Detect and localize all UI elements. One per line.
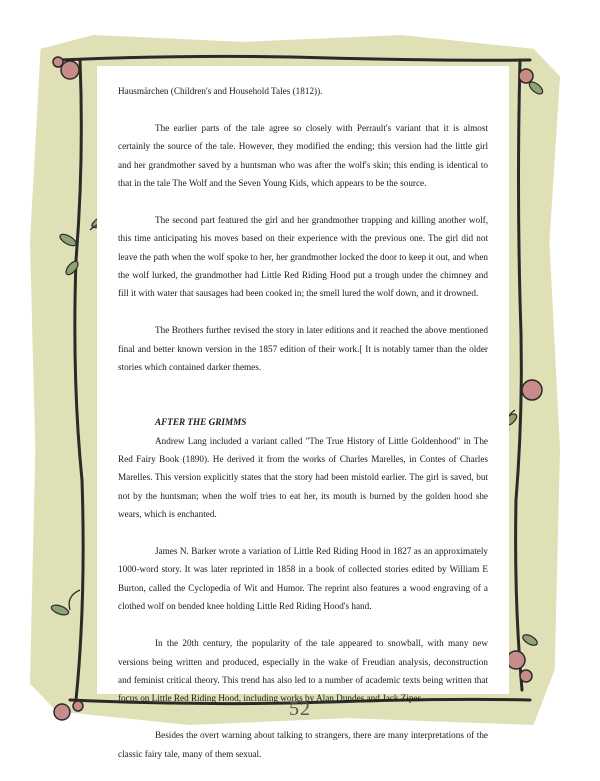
- paragraph: The second part featured the girl and her grandmother trapping and killing another wolf, this time anticipating his moves based on their experience with the previous one. The girl did not leave the path when the wolf spoke to her, her grandmother locked the door to keep it out, and when the wolf lurked, the grandmother had Little Red Riding Hood put a trough under the chimney and fill it with water that sausages had been cooked in; the smell lured the wolf down, and it drowned.: [118, 214, 488, 299]
- paragraph: Andrew Lang included a variant called "The True History of Little Goldenhood" in The Red Fairy Book (1890). He derived it from the works of Charles Marelles, in Contes of Charles Marelles. This version explicitly states that the story had been mistold earlier. The girl is saved, but not by the huntsman; when the wolf tries to eat her, its mouth is burned by the golden hood she wears, which is enchanted.: [118, 435, 488, 520]
- page-number: 52: [289, 698, 311, 720]
- paragraph: In the 20th century, the popularity of the tale appeared to snowball, with many new versions being written and produced, especially in the wake of Freudian analysis, deconstruction and feminist critical theory. This trend has also led to a number of academic texts being written that focus on Little Red Riding Hood, including works by Alan Dundes and Jack Zipes.: [118, 638, 488, 704]
- paragraph: James N. Barker wrote a variation of Little Red Riding Hood in 1827 as an approximately 1000-word story. It was later reprinted in 1858 in a book of collected stories edited by William E Burton, called the Cyclopedia of Wit and Humor. The reprint also features a wood engraving of a clothed wolf on bended knee holding Little Red Riding Hood's hand.: [118, 546, 488, 612]
- paragraph: Hausmärchen (Children's and Household Tales (1812)).: [118, 86, 323, 96]
- paragraph: The Brothers further revised the story in later editions and it reached the above mentioned final and better known version in the 1857 edition of their work.[ It is notably tamer than the older stories which contained darker themes.: [118, 325, 488, 373]
- article-text: [118, 82, 488, 781]
- section-heading: AFTER THE GRIMMS: [155, 417, 247, 428]
- paragraph: Besides the overt warning about talking to strangers, there are many interpretations of the classic fairy tale, many of them sexual.: [118, 730, 488, 759]
- paragraph: The earlier parts of the tale agree so closely with Perrault's variant that it is almost certainly the source of the tale. However, they modified the ending; this version had the little girl and her grandmother saved by a huntsman who was after the wolf's skin; this ending is identical to that in the tale The Wolf and the Seven Young Kids, which appears to be the source.: [118, 122, 488, 189]
